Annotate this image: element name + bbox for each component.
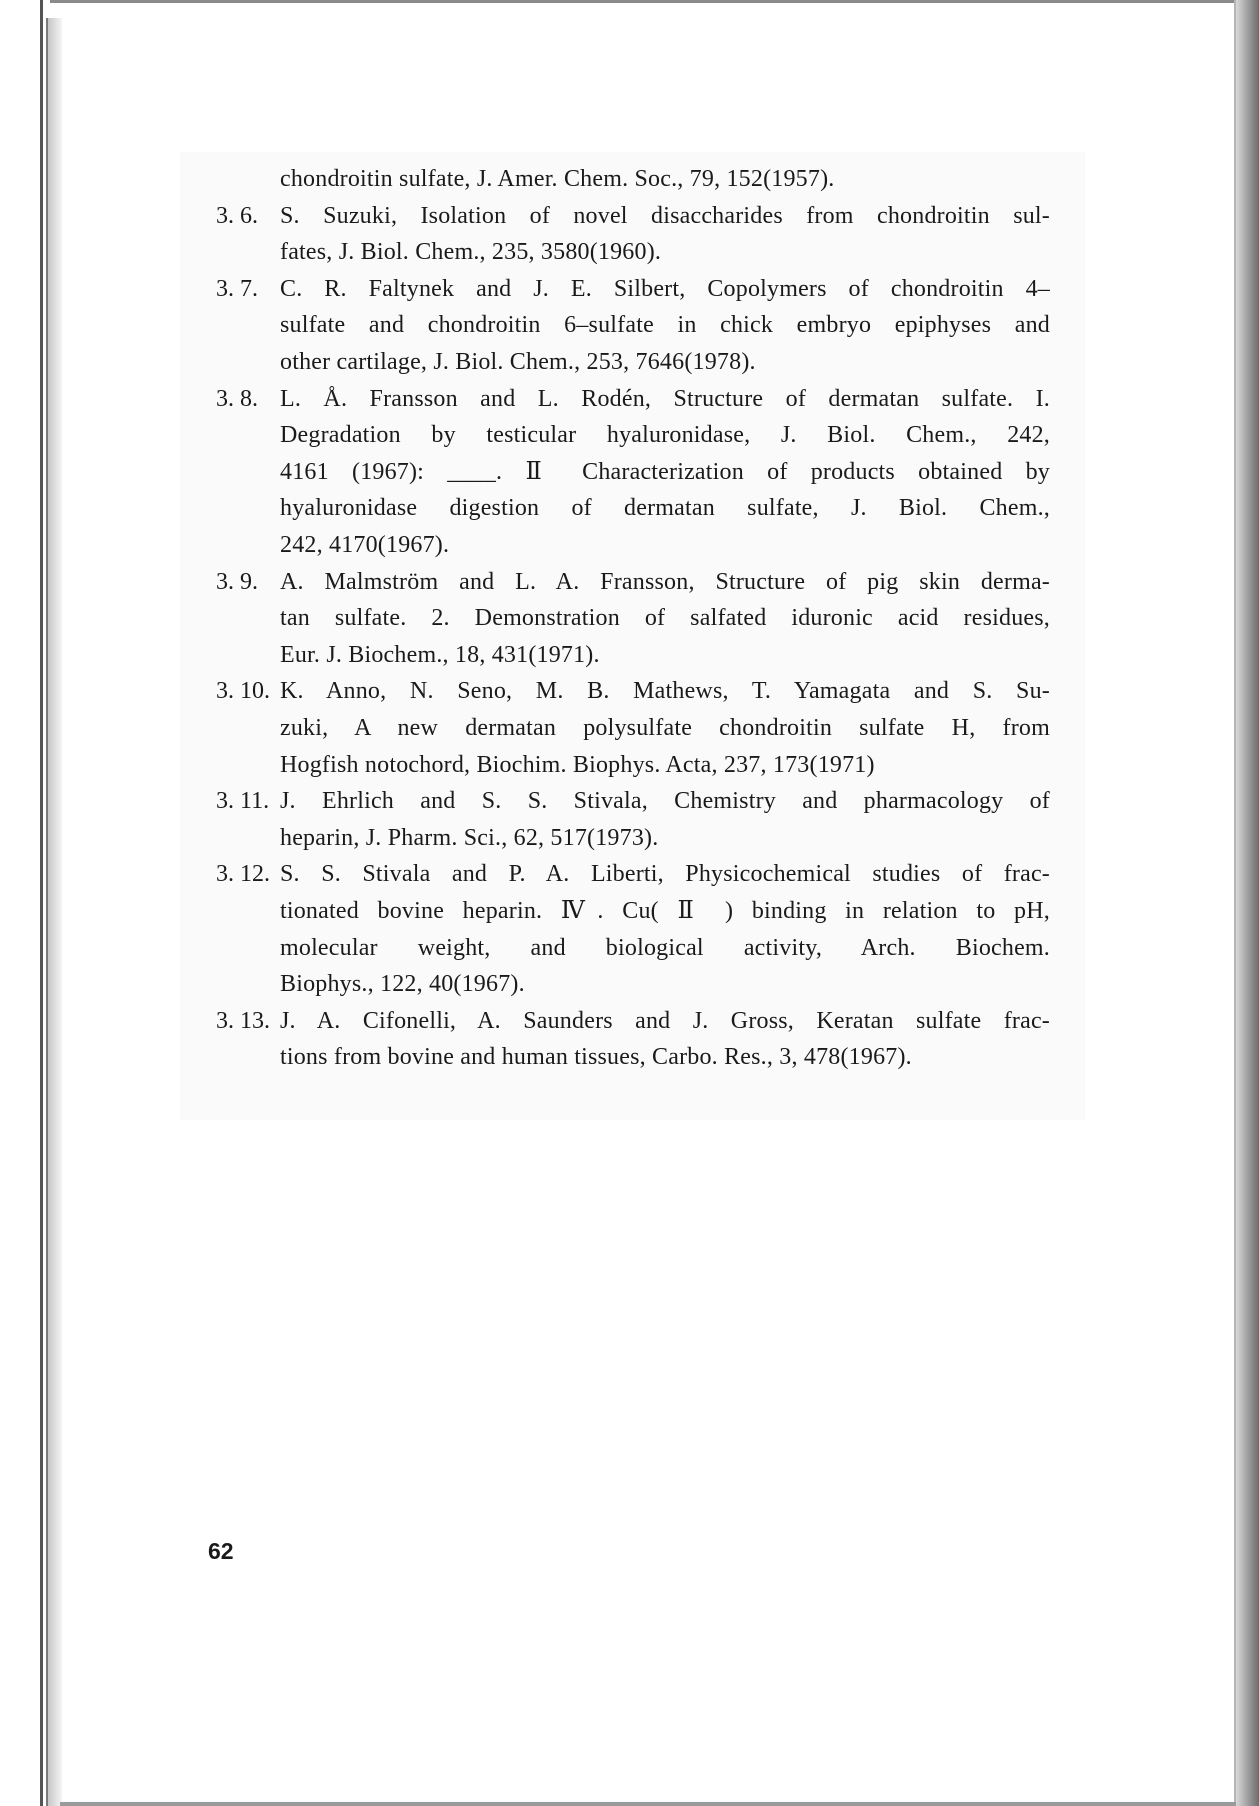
reference-line: K. Anno, N. Seno, M. B. Mathews, T. Yamagata and S. Su-	[280, 678, 1050, 705]
page-frame-left	[40, 0, 43, 1806]
reference-line: C. R. Faltynek and J. E. Silbert, Copolymers of chondroitin 4–	[280, 275, 1050, 302]
page-spine-shadow	[46, 18, 62, 1806]
reference-number: 3. 13.	[216, 1007, 270, 1034]
reference-number: 3. 9.	[216, 568, 258, 595]
reference-number: 3. 10.	[216, 678, 270, 705]
reference-number: 3. 8.	[216, 385, 258, 412]
reference-list	[180, 152, 1085, 1120]
page-frame-bottom	[60, 1802, 1236, 1806]
reference-line: J. A. Cifonelli, A. Saunders and J. Gross, Keratan sulfate frac-	[280, 1007, 1050, 1034]
reference-line: A. Malmström and L. A. Fransson, Structure of pig skin derma-	[280, 568, 1050, 595]
reference-line: S. Suzuki, Isolation of novel disaccharides from chondroitin sul-	[280, 202, 1050, 229]
page-edge-shadow	[1236, 0, 1259, 1806]
reference-line: 4161 (1967): ____. Ⅱ Characterization of products obtained by	[280, 458, 1050, 485]
reference-number: 3. 11.	[216, 788, 270, 815]
reference-line: L. Å. Fransson and L. Rodén, Structure of dermatan sulfate. I.	[280, 385, 1050, 412]
reference-line: molecular weight, and biological activity, Arch. Biochem.	[280, 934, 1050, 961]
reference-line: chondroitin sulfate, J. Amer. Chem. Soc., 79, 152(1957).	[280, 166, 835, 192]
reference-number: 3. 12.	[216, 861, 270, 888]
reference-line: hyaluronidase digestion of dermatan sulfate, J. Biol. Chem.,	[280, 495, 1050, 522]
reference-line: fates, J. Biol. Chem., 235, 3580(1960).	[280, 239, 662, 266]
page-frame-top	[50, 0, 1245, 3]
reference-line: Hogfish notochord, Biochim. Biophys. Acta, 237, 173(1971)	[280, 751, 875, 778]
reference-line: S. S. Stivala and P. A. Liberti, Physicochemical studies of frac-	[280, 861, 1050, 888]
reference-line: tions from bovine and human tissues, Carbo. Res., 3, 478(1967).	[280, 1044, 912, 1071]
reference-line: sulfate and chondroitin 6–sulfate in chick embryo epiphyses and	[280, 312, 1050, 339]
reference-number: 3. 6.	[216, 202, 258, 229]
reference-number: 3. 7.	[216, 275, 258, 302]
page-number: 62	[208, 1538, 234, 1564]
reference-line: zuki, A new dermatan polysulfate chondroitin sulfate H, from	[280, 715, 1050, 741]
reference-line: tan sulfate. 2. Demonstration of salfated iduronic acid residues,	[280, 605, 1050, 632]
reference-line: heparin, J. Pharm. Sci., 62, 517(1973).	[280, 824, 659, 851]
reference-line: other cartilage, J. Biol. Chem., 253, 7646(1978).	[280, 349, 756, 375]
reference-line: Eur. J. Biochem., 18, 431(1971).	[280, 641, 600, 668]
reference-line: 242, 4170(1967).	[280, 532, 450, 558]
reference-line: Biophys., 122, 40(1967).	[280, 971, 525, 998]
reference-line: Degradation by testicular hyaluronidase, J. Biol. Chem., 242,	[280, 422, 1050, 449]
reference-line: J. Ehrlich and S. S. Stivala, Chemistry and pharmacology of	[280, 788, 1050, 815]
reference-line: tionated bovine heparin. Ⅳ. Cu( Ⅱ ) binding in relation to pH,	[280, 898, 1050, 924]
